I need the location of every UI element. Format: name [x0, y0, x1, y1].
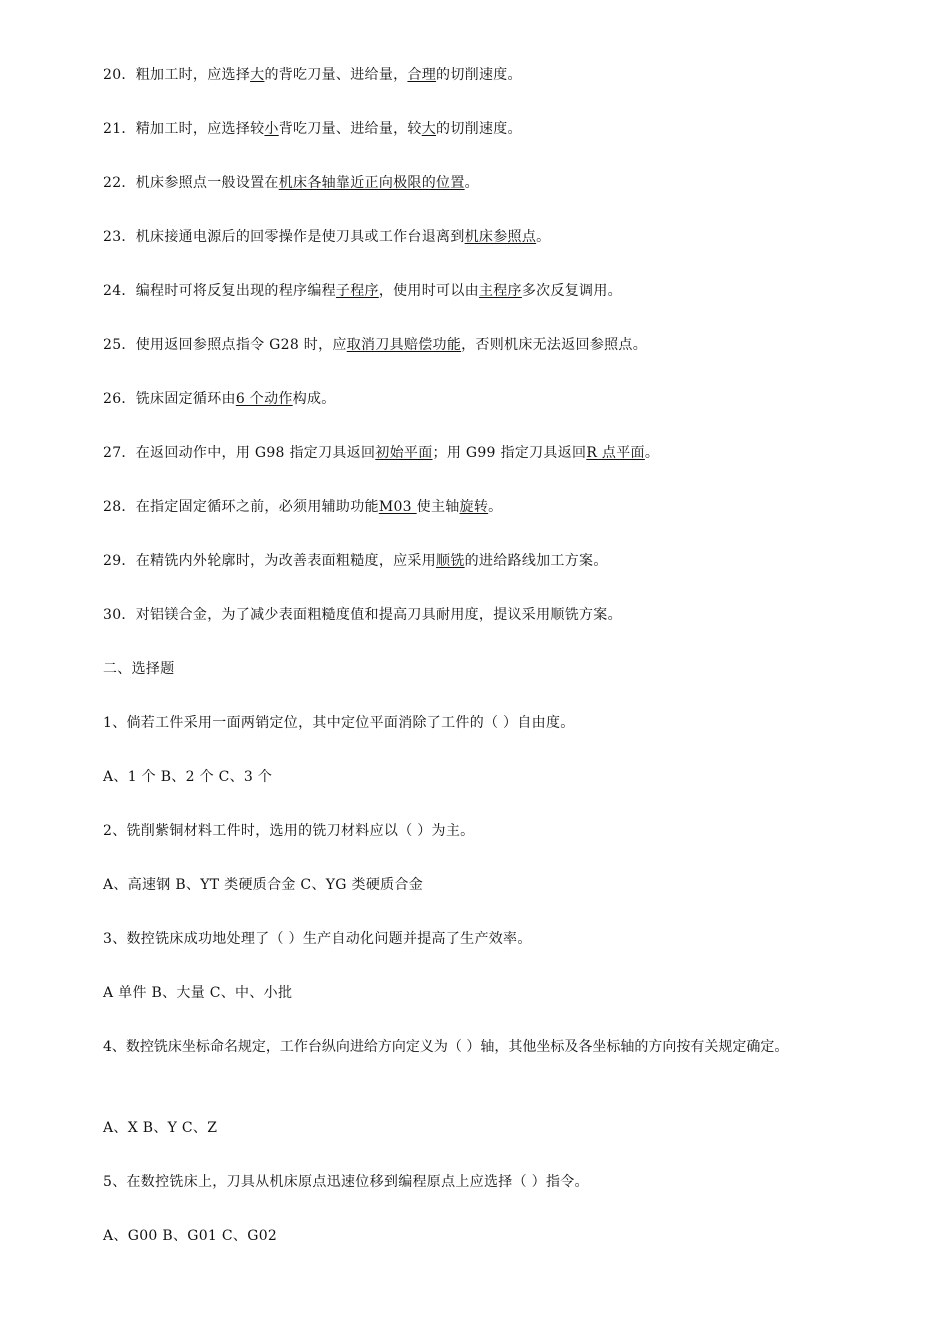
question-24	[103, 281, 942, 301]
question-text: 。	[536, 229, 551, 245]
answer-blank: 顺铣	[436, 553, 465, 569]
answer-blank: 机床各轴靠近正向极限的位置	[278, 175, 465, 191]
choice-question-4: 4、数控铣床坐标命名规定，工作台纵向进给方向定义为（ ）轴，其他坐标及各坐标轴的方向按有关规定确定。	[103, 1039, 789, 1055]
answer-blank: 主程序	[478, 283, 522, 299]
question-text: 。	[464, 175, 479, 191]
question-text: 。	[644, 445, 660, 461]
choice-options-1: A、1 个 B、2 个 C、3 个	[103, 769, 273, 785]
question-20	[103, 65, 942, 85]
question-text: 27．在返回动作中，用 G98 指定刀具返回	[103, 445, 376, 461]
question-text: 构成。	[292, 391, 336, 407]
answer-blank: 6 个动作	[235, 391, 293, 407]
question-text: 20．粗加工时，应选择	[103, 67, 251, 83]
question-text: 的切削速度。	[436, 67, 522, 83]
question-22	[103, 173, 942, 193]
choice-options-4: A、X B、Y C、Z	[103, 1120, 218, 1136]
answer-blank: 小	[264, 121, 279, 137]
answer-blank: R 点平面	[586, 445, 645, 461]
question-text: 25．使用返回参照点指令 G28 时，应	[103, 337, 347, 353]
question-text: 。	[488, 499, 503, 515]
question-text: ，否则机床无法返回参照点。	[461, 337, 648, 353]
question-text: 的背吃刀量、进给量，	[264, 67, 408, 83]
question-text: 29．在精铣内外轮廓时，为改善表面粗糙度，应采用	[103, 553, 437, 569]
choice-options-3: A 单件 B、大量 C、中、小批	[103, 985, 293, 1001]
question-28	[103, 497, 942, 517]
choice-question-5: 5、在数控铣床上，刀具从机床原点迅速位移到编程原点上应选择（ ）指令。	[103, 1174, 589, 1190]
choice-options-2: A、高速钢 B、YT 类硬质合金 C、YG 类硬质合金	[103, 877, 424, 893]
question-text: 23．机床接通电源后的回零操作是使刀具或工作台退离到	[103, 229, 465, 245]
answer-blank: 大	[421, 121, 437, 137]
question-text: 22．机床参照点一般设置在	[103, 175, 279, 191]
question-text: 使主轴	[416, 499, 460, 515]
question-23	[103, 227, 942, 247]
answer-blank: 旋转	[459, 499, 489, 515]
answer-blank: 机床参照点	[464, 229, 537, 245]
question-21	[103, 119, 942, 139]
question-27	[103, 443, 942, 463]
question-26	[103, 389, 942, 409]
answer-blank: 子程序	[335, 283, 379, 299]
question-30	[103, 605, 942, 625]
section-title: 二、选择题	[103, 661, 175, 677]
choice-question-2: 2、铣削紫铜材料工件时，选用的铣刀材料应以（ ）为主。	[103, 823, 475, 839]
question-text: ；用 G99 指定刀具返回	[432, 445, 587, 461]
question-text: 30．对铝镁合金，为了减少表面粗糙度值和提高刀具耐用度，提议采用顺铣方案。	[103, 607, 622, 623]
question-text: ，使用时可以由	[378, 283, 479, 299]
question-text: 多次反复调用。	[521, 283, 622, 299]
choice-options-5: A、G00 B、G01 C、G02	[103, 1228, 278, 1244]
answer-blank: 取消刀具赔偿功能	[346, 337, 462, 353]
question-text: 24．编程时可将反复出现的程序编程	[103, 283, 336, 299]
question-text: 背吃刀量、进给量，较	[278, 121, 422, 137]
answer-blank: 合理	[407, 67, 437, 83]
question-25	[103, 335, 942, 355]
question-text: 21．精加工时，应选择较	[103, 121, 265, 137]
question-29	[103, 551, 942, 571]
answer-blank: 大	[250, 67, 265, 83]
question-text: 26．铣床固定循环由	[103, 391, 236, 407]
question-text: 28．在指定固定循环之前，必须用辅助功能	[103, 499, 379, 515]
choice-question-1: 1、倘若工件采用一面两销定位，其中定位平面消除了工件的（ ）自由度。	[103, 715, 575, 731]
choice-question-3: 3、数控铣床成功地处理了（ ）生产自动化问题并提高了生产效率。	[103, 931, 532, 947]
question-text: 的切削速度。	[436, 121, 522, 137]
answer-blank: M03	[378, 499, 417, 515]
question-text: 的进给路线加工方案。	[464, 553, 608, 569]
answer-blank: 初始平面	[375, 445, 433, 461]
